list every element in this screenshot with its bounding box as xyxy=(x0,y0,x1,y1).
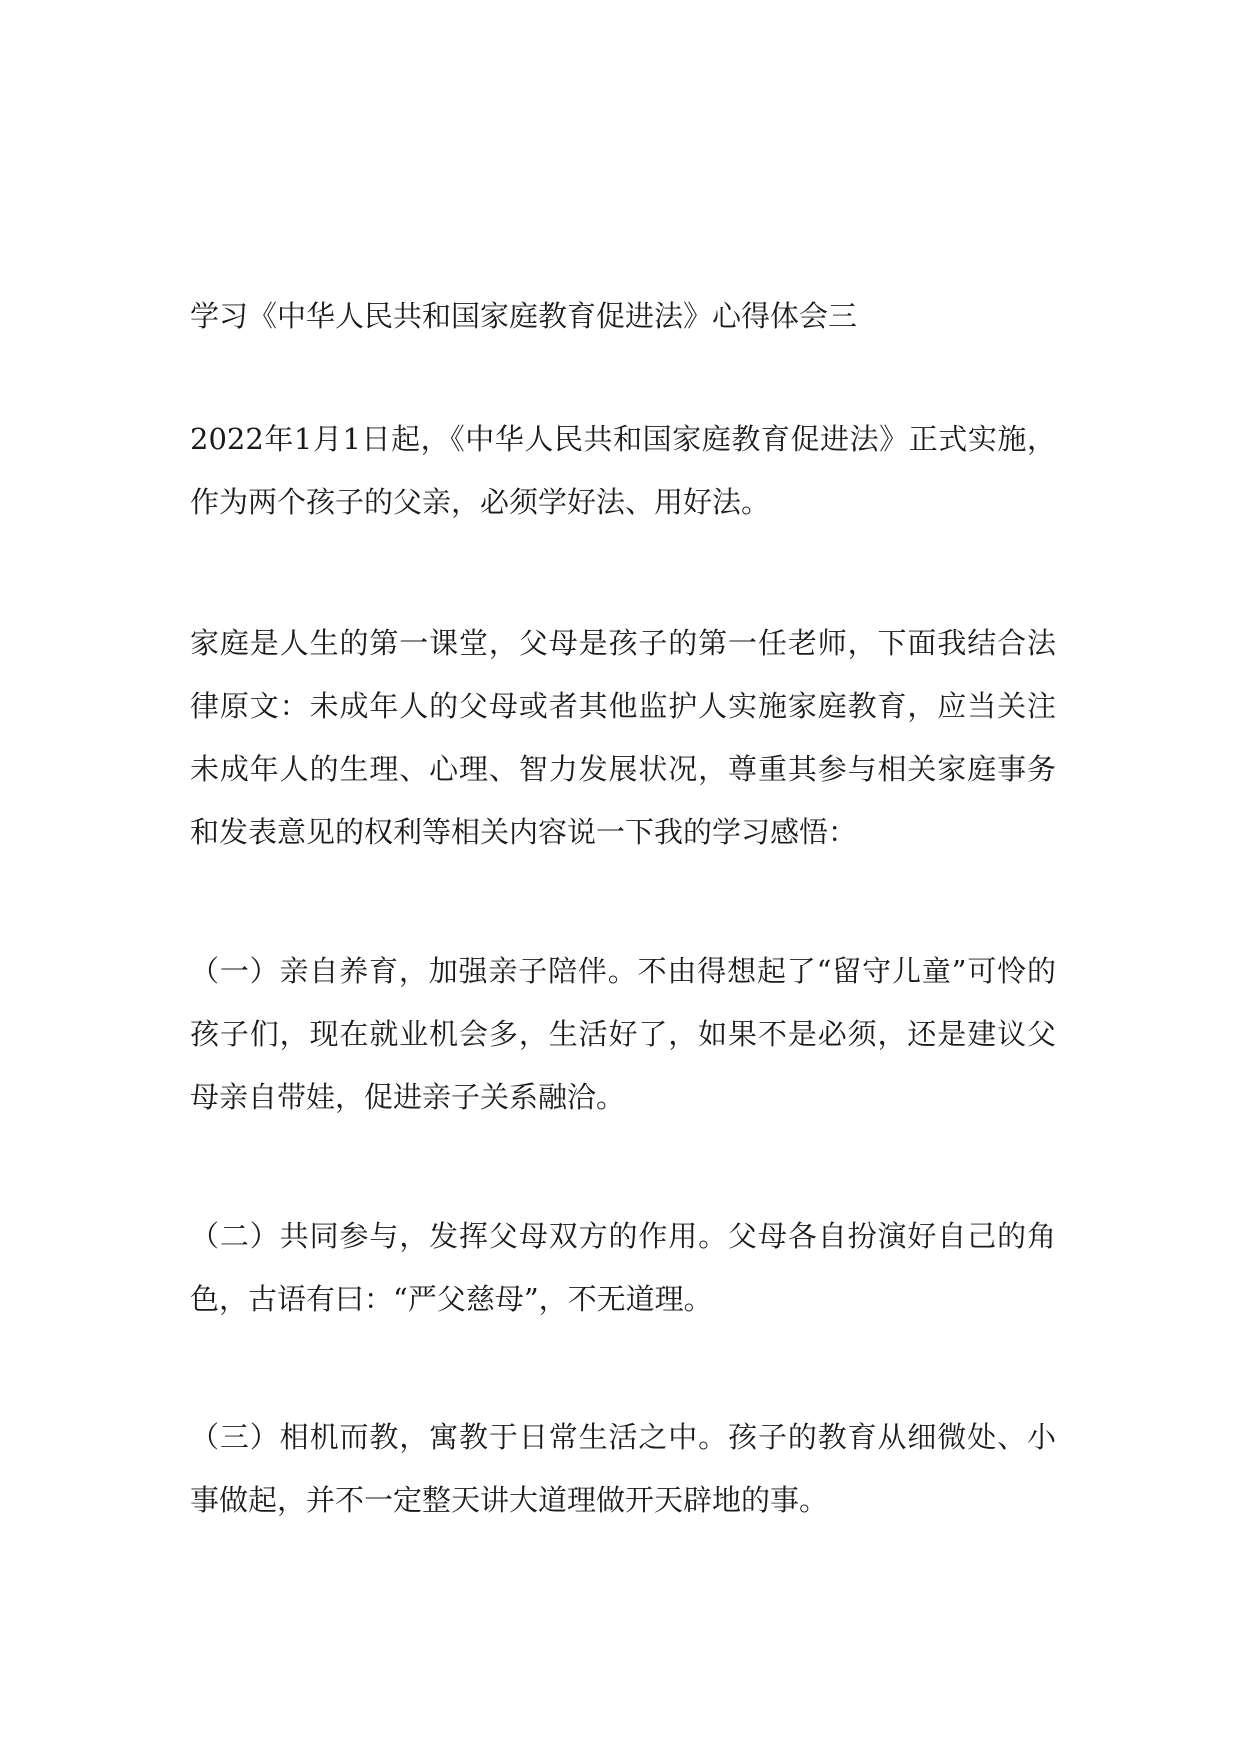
paragraph-point-three: （三）相机而教，寓教于日常生活之中。孩子的教育从细微处、小事做起，并不一定整天讲大道理做开天辟地的事。 xyxy=(190,1420,1056,1517)
document-title: 学习《中华人民共和国家庭教育促进法》心得体会三 xyxy=(190,299,858,333)
paragraph-point-one: （一）亲自养育，加强亲子陪伴。不由得想起了“留守儿童”可怜的孩子们，现在就业机会多，生活好了，如果不是必须，还是建议父母亲自带娃，促进亲子关系融洽。 xyxy=(190,954,1056,1114)
paragraph-point-two: （二）共同参与，发挥父母双方的作用。父母各自扮演好自己的角色，古语有曰：“严父慈母”，不无道理。 xyxy=(190,1219,1056,1316)
paragraph-implementation: 2022年1月1日起，《中华人民共和国家庭教育促进法》正式实施，作为两个孩子的父亲，必须学好法、用好法。 xyxy=(190,422,1056,519)
paragraph-family-classroom: 家庭是人生的第一课堂，父母是孩子的第一任老师，下面我结合法律原文：未成年人的父母或者其他监护人实施家庭教育，应当关注未成年人的生理、心理、智力发展状况，尊重其参与相关家庭事务和发表意见的权利等相关内容说一下我的学习感悟： xyxy=(190,626,1056,849)
